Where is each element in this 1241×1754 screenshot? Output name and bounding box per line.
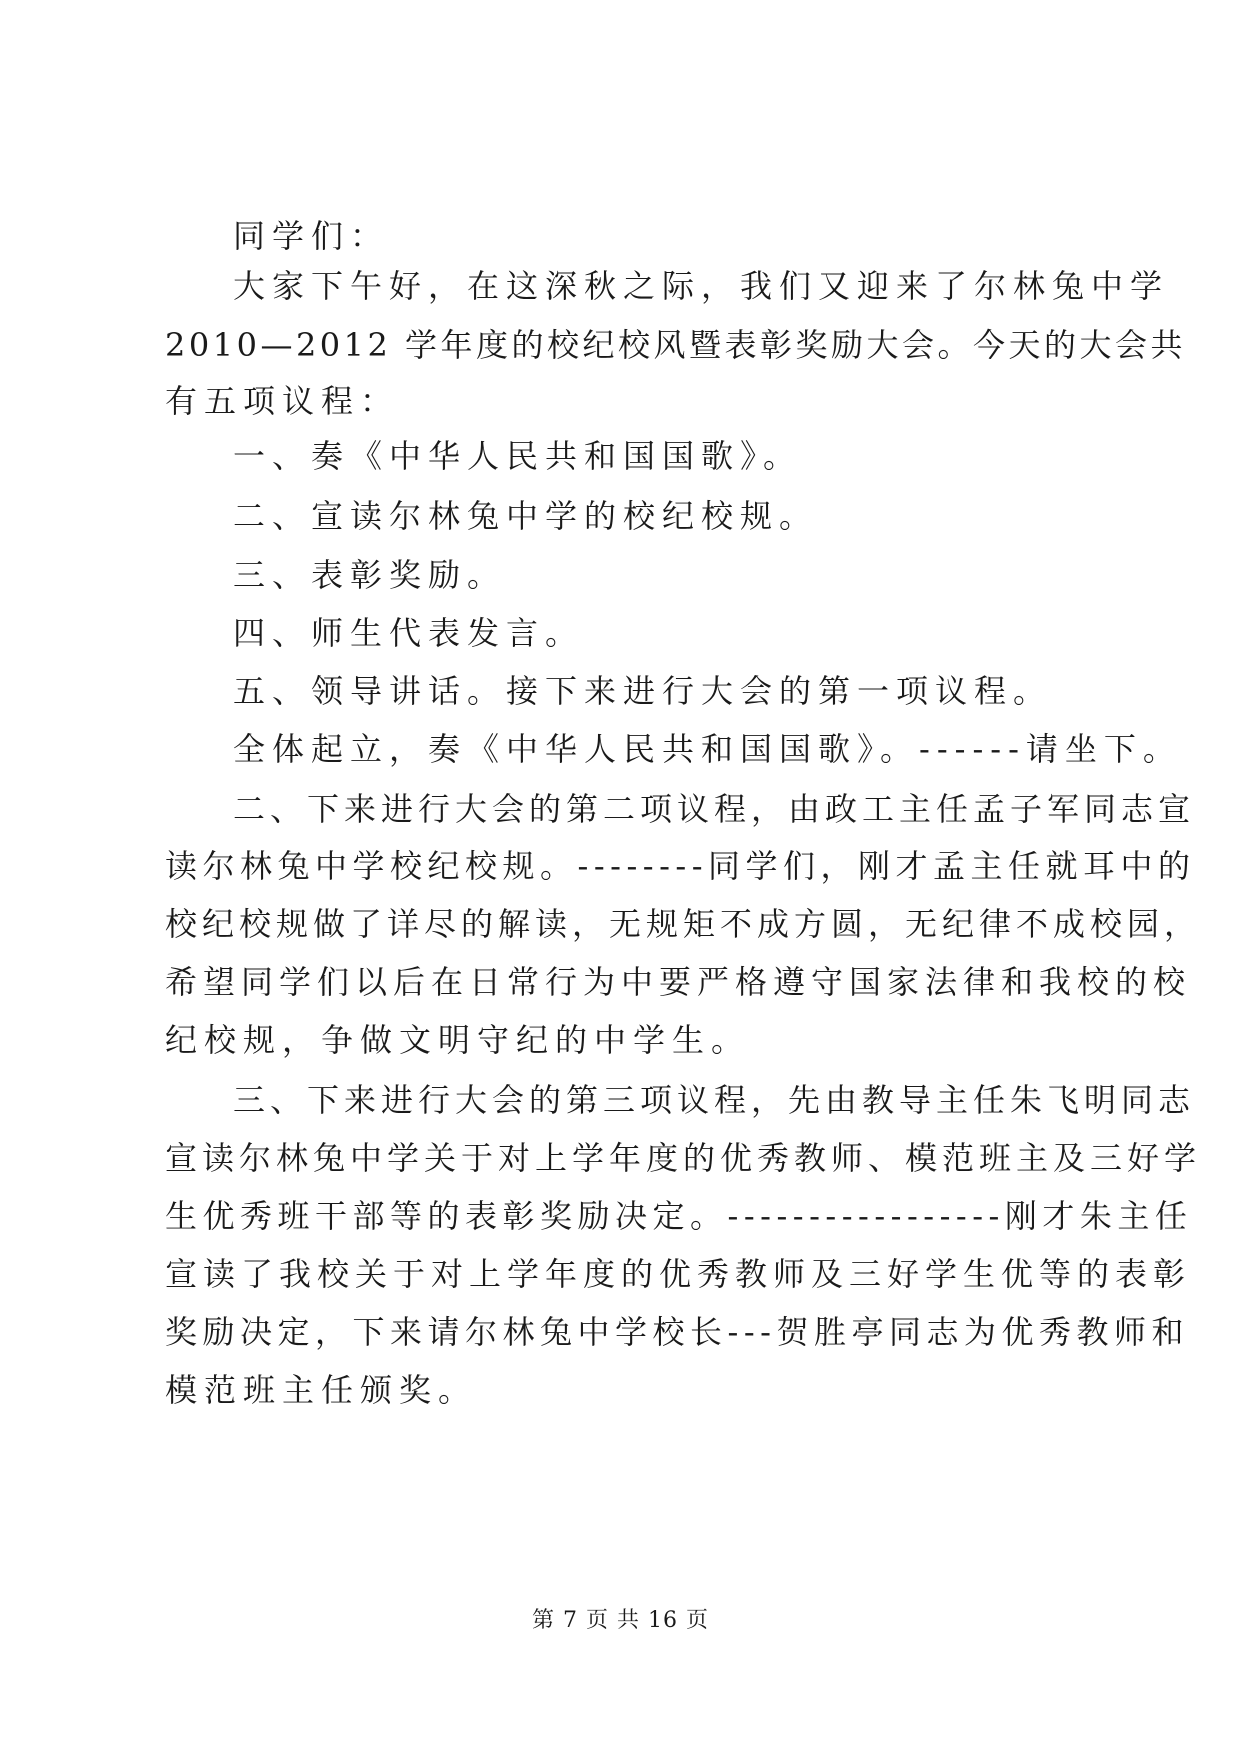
- paragraph-line: 生优秀班干部等的表彰奖励决定。-----------------刚才朱主任: [165, 1197, 1193, 1235]
- paragraph-line: 读尔林兔中学校纪校规。--------同学们，刚才孟主任就耳中的: [165, 847, 1196, 885]
- paragraph-line: 大家下午好，在这深秋之际，我们又迎来了尔林兔中学: [233, 267, 1170, 305]
- paragraph-line: 有五项议程：: [165, 382, 400, 420]
- agenda-item-2: 二、宣读尔林兔中学的校纪校规。: [233, 497, 819, 535]
- agenda-item-5: 五、领导讲话。接下来进行大会的第一项议程。: [233, 672, 1053, 710]
- paragraph-line: 模范班主任颁奖。: [165, 1371, 478, 1409]
- salutation-line: 同学们：: [233, 217, 390, 255]
- paragraph-line: 校纪校规做了详尽的解读，无规矩不成方圆，无纪律不成校园，: [165, 905, 1202, 943]
- paragraph-line: 希望同学们以后在日常行为中要严格遵守国家法律和我校的校: [165, 963, 1192, 1001]
- paragraph-line: 2010—2012 学年度的校纪校风暨表彰奖励大会。今天的大会共: [165, 326, 1187, 364]
- paragraph-line: 宣读尔林兔中学关于对上学年度的优秀教师、模范班主及三好学: [165, 1139, 1202, 1177]
- paragraph-line: 二、下来进行大会的第二项议程，由政工主任孟子军同志宣: [233, 790, 1196, 828]
- paragraph-line: 宣读了我校关于对上学年度的优秀教师及三好学生优等的表彰: [165, 1255, 1192, 1293]
- paragraph-line: 全体起立，奏《中华人民共和国国歌》。------请坐下。: [233, 730, 1182, 768]
- agenda-item-3: 三、表彰奖励。: [233, 556, 507, 594]
- agenda-item-1: 一、奏《中华人民共和国国歌》。: [233, 437, 803, 475]
- paragraph-line: 三、下来进行大会的第三项议程，先由教导主任朱飞明同志: [233, 1081, 1196, 1119]
- paragraph-line: 纪校规，争做文明守纪的中学生。: [165, 1021, 751, 1059]
- page-number-footer: 第 7 页 共 16 页: [532, 1608, 709, 1633]
- paragraph-line: 奖励决定，下来请尔林兔中学校长---贺胜亭同志为优秀教师和: [165, 1313, 1189, 1351]
- agenda-item-4: 四、师生代表发言。: [233, 614, 585, 652]
